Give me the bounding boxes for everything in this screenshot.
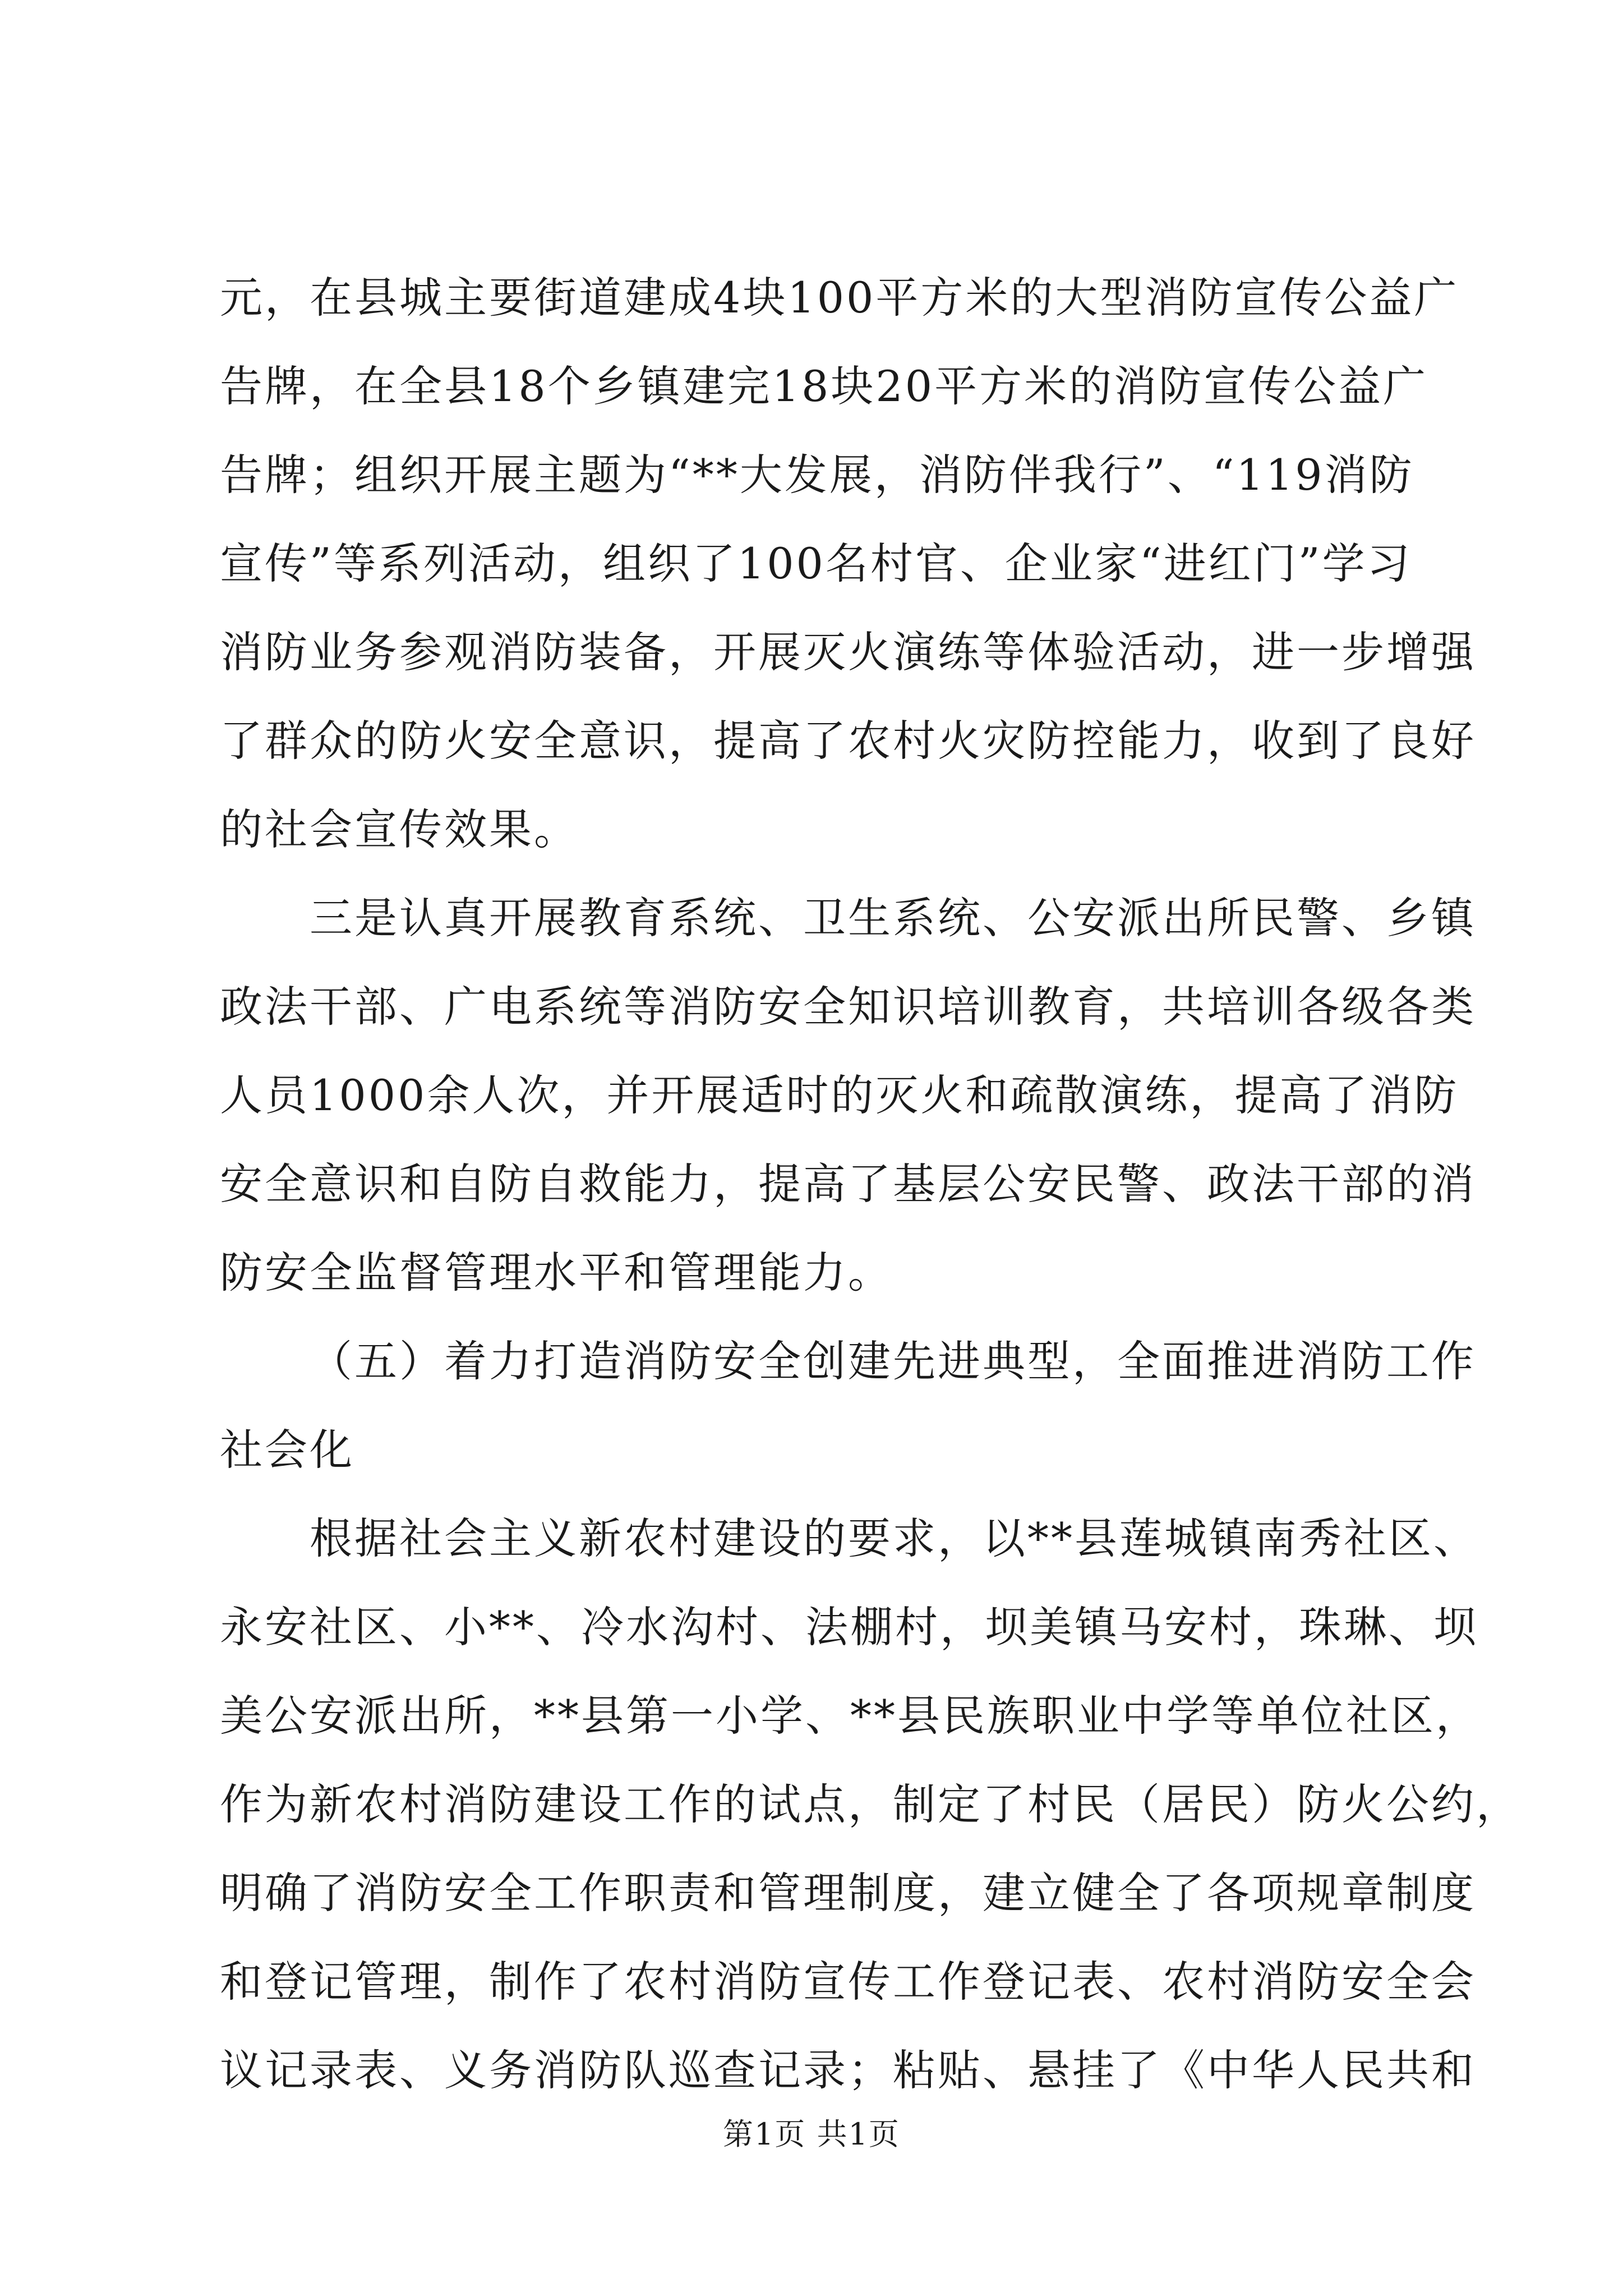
text-line: 美公安派出所，**县第一小学、**县民族职业中学等单位社区， [220, 1691, 1481, 1741]
text-line: 告牌，在全县18个乡镇建完18块20平方米的消防宣传公益广 [220, 361, 1428, 411]
text-line: 防安全监督管理水平和管理能力。 [220, 1248, 893, 1297]
text-line: 明确了消防安全工作职责和管理制度，建立健全了各项规章制度 [220, 1868, 1476, 1918]
text-line: 的社会宣传效果。 [220, 804, 579, 854]
text-line: 议记录表、义务消防队巡查记录；粘贴、悬挂了《中华人民共和 [220, 2045, 1476, 2095]
text-line: 消防业务参观消防装备，开展灭火演练等体验活动，进一步增强 [220, 627, 1476, 677]
text-line: 告牌；组织开展主题为“**大发展，消防伴我行”、“119消防 [220, 450, 1414, 500]
text-line: 政法干部、广电系统等消防安全知识培训教育，共培训各级各类 [220, 982, 1476, 1032]
text-line: 作为新农村消防建设工作的试点，制定了村民（居民）防火公约， [220, 1779, 1521, 1829]
text-line: 三是认真开展教育系统、卫生系统、公安派出所民警、乡镇 [310, 893, 1476, 943]
text-line: 安全意识和自防自救能力，提高了基层公安民警、政法干部的消 [220, 1159, 1476, 1209]
text-line: 元，在县城主要街道建成4块100平方米的大型消防宣传公益广 [220, 273, 1459, 323]
text-line: （五）着力打造消防安全创建先进典型，全面推进消防工作 [310, 1336, 1476, 1386]
text-line: 永安社区、小**、冷水沟村、法棚村，坝美镇马安村，珠琳、坝 [220, 1602, 1478, 1652]
document-body [220, 254, 1521, 2115]
text-line: 宣传”等系列活动，组织了100名村官、企业家“进红门”学习 [220, 539, 1412, 588]
text-line: 人员1000余人次，并开展适时的灭火和疏散演练，提高了消防 [220, 1070, 1459, 1120]
text-line: 社会化 [220, 1425, 354, 1475]
text-line: 根据社会主义新农村建设的要求，以**县莲城镇南秀社区、 [310, 1513, 1478, 1563]
page-footer: 第1页 共1页 [723, 2116, 900, 2152]
text-line: 了群众的防火安全意识，提高了农村火灾防控能力，收到了良好 [220, 716, 1476, 766]
text-line: 和登记管理，制作了农村消防宣传工作登记表、农村消防安全会 [220, 1957, 1476, 2007]
